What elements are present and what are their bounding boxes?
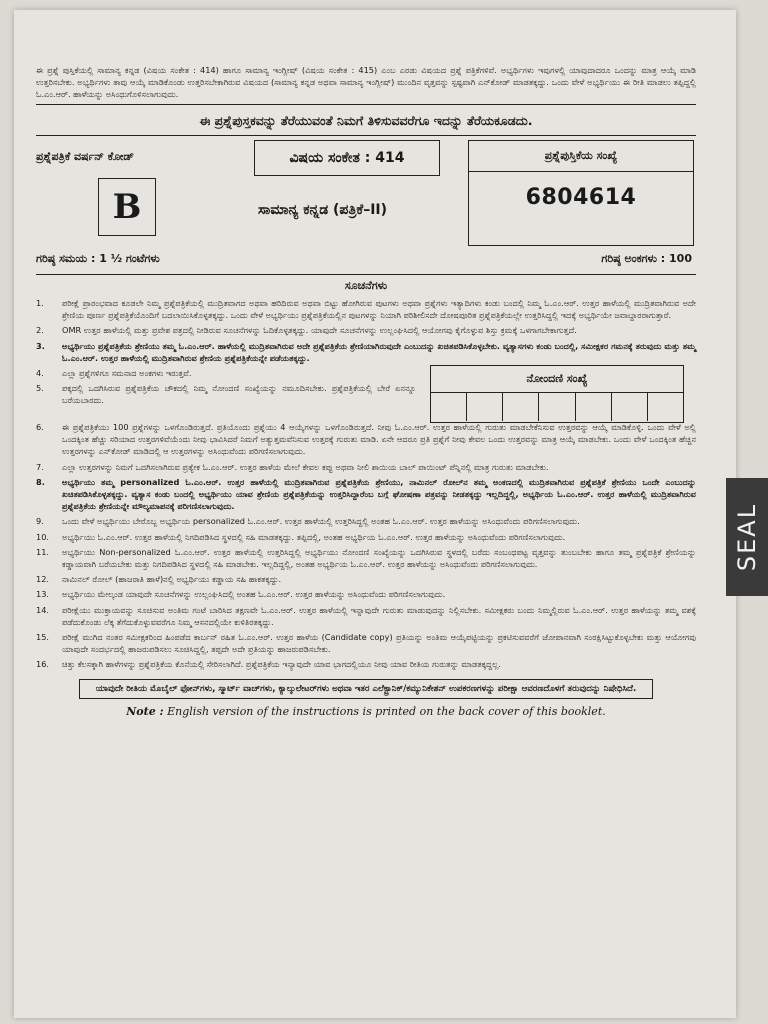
registration-number-cells[interactable] [431,393,683,421]
max-marks: ಗರಿಷ್ಠ ಅಂಕಗಳು : 100 [601,252,692,265]
instruction-item [36,588,696,600]
booklet-number-label: ಪ್ರಶ್ನೆಪುಸ್ತಿಕೆಯ ಸಂಖ್ಯೆ [469,141,693,172]
instruction-text: ಚಿತ್ತು ಕೆಲಸಕ್ಕಾಗಿ ಹಾಳೆಗಳನ್ನು ಪ್ರಶ್ನೆಪತ್ರಿಕೆಯ ಕೊನೆಯಲ್ಲಿ ಸೇರಿಸಲಾಗಿದೆ. ಪ್ರಶ್ನೆಪತ್ರಿಕೆಯ ಇನ್ಯಾವುದೇ ಯಾವ ಭಾಗದಲ್ಲಿಯೂ ನೀವು ಯಾವ ರೀತಿಯ ಗುರುತನ್ನು ಮಾಡತಕ್ಕದ್ದಲ್ಲ. [62,659,501,670]
top-note: ಈ ಪ್ರಶ್ನೆ ಪುಸ್ತಿಕೆಯಲ್ಲಿ ಸಾಮಾನ್ಯ ಕನ್ನಡ (ವಿಷಯ ಸಂಕೇತ : 414) ಹಾಗೂ ಸಾಮಾನ್ಯ ಇಂಗ್ಲೀಷ್ (ವಿಷಯ ಸಂಕೇತ : 415) ಎಂಬ ಎರಡು ವಿಷಯದ ಪ್ರಶ್ನೆ ಪತ್ರಿಕೆಗಳಿವೆ. ಅಭ್ಯರ್ಥಿಗಳು ಇವುಗಳಲ್ಲಿ ಯಾವುದಾದರೂ ಒಂದನ್ನು ಮಾತ್ರ ಆಯ್ಕೆ ಮಾಡಿ ಉತ್ತರಿಸಬೇಕು. ಅಭ್ಯರ್ಥಿಗಳು ತಾವು ಆಯ್ಕೆ ಮಾಡಿಕೊಂಡು ಉತ್ತರಿಸಬೇಕಾಗಿರುವ ವಿಷಯದ (ಸಾಮಾನ್ಯ ಕನ್ನಡ ಅಥವಾ ಸಾಮಾನ್ಯ ಇಂಗ್ಲೀಷ್) ಮುಂದಿನ ವೃತ್ತವನ್ನು ಸ್ಪಷ್ಟವಾಗಿ ಎನ್‌ಕೋಡ್ ಮಾಡತಕ್ಕದ್ದು. ಒಂದು ವೇಳೆ ಅಭ್ಯರ್ಥಿಯು ಈ ರೀತಿ ಮಾಡಲು ತಪ್ಪಿದ್ದಲ್ಲಿ ಓ.ಎಂ.ಆರ್. ಹಾಳೆಯನ್ನು ಅಸಿಂಧುಗೊಳಿಸಲಾಗುವುದು. [36,65,696,99]
instruction-item [36,476,696,513]
seal-tab [726,478,768,596]
instruction-text: ಒಂದು ವೇಳೆ ಅಭ್ಯರ್ಥಿಯು ಬೇರೊಬ್ಬ ಅಭ್ಯರ್ಥಿಯ personalized ಓ.ಎಂ.ಆರ್. ಉತ್ತರ ಹಾಳೆಯಲ್ಲಿ ಉತ್ತರಿಸಿದ್ದಲ್ಲಿ ಅಂತಹ ಓ.ಎಂ.ಆರ್. ಉತ್ತರ ಹಾಳೆಯನ್ನು ಅಸಿಂಧುವೆಂದು ಪರಿಗಣಿಸಲಾಗುವುದು. [62,516,580,527]
divider [36,274,696,275]
instruction-text: ಅಭ್ಯರ್ಥಿಯು ತಮ್ಮ personalized ಓ.ಎಂ.ಆರ್. ಉತ್ತರ ಹಾಳೆಯಲ್ಲಿ ಮುದ್ರಿತವಾಗಿರುವ ಪ್ರಶ್ನೆಪತ್ರಿಕೆಯ ಶ್ರೇಣಿಯು, ನಾಮಿನಲ್ ರೋಲ್‌ನ ತಮ್ಮ ಅಂಕಣದಲ್ಲಿ ಮುದ್ರಿತವಾಗಿರುವ ಪ್ರಶ್ನೆಪತ್ರಿಕೆ ಶ್ರೇಣಿಯು ಒಂದೇ ಎಂಬುದನ್ನು ಖಚಿತಪಡಿಸಿಕೊಳ್ಳತಕ್ಕದ್ದು. ವ್ಯತ್ಯಾಸ ಕಂಡು ಬಂದಲ್ಲಿ ಅಭ್ಯರ್ಥಿಯು ಯಾವ ಶ್ರೇಣಿಯ ಪ್ರಶ್ನೆಪತ್ರಿಕೆಯನ್ನು ಉತ್ತರಿಸಿದ್ದಾರೆಂಬ ಬಗ್ಗೆ ಘೋಷಣಾ ಪತ್ರವನ್ನು ನೀಡತಕ್ಕದ್ದು ಇಲ್ಲದಿದ್ದಲ್ಲಿ, ಅಭ್ಯರ್ಥಿಯ ಓ.ಎಂ.ಆರ್. ಉತ್ತರ ಹಾಳೆಯಲ್ಲಿ ಮುದ್ರಿತವಾಗಿರುವ ಪ್ರಶ್ನೆಪತ್ರಿಕೆಯ ಶ್ರೇಣಿಯನ್ನೇ ಮೌಲ್ಯಮಾಪನಕ್ಕೆ ಪರಿಗಣಿಸಲಾಗುವುದು. [62,476,696,512]
instruction-number: 5. [36,383,44,394]
version-code-label: ಪ್ರಶ್ನೆಪತ್ರಿಕೆ ವರ್ಷನ್ ಕೋಡ್ [36,150,134,163]
registration-digit-cell[interactable] [503,393,539,421]
max-time: ಗರಿಷ್ಠ ಸಮಯ : 1 ½ ಗಂಟೆಗಳು [36,252,160,265]
instruction-text: ಎಲ್ಲಾ ಉತ್ತರಗಳನ್ನು ನಿಮಗೆ ಒದಗಿಸಲಾಗಿರುವ ಪ್ರತ್ಯೇಕ ಓ.ಎಂ.ಆರ್. ಉತ್ತರ ಹಾಳೆಯ ಮೇಲೆ ಕೇವಲ ಕಪ್ಪು ಅಥವಾ ನೀಲಿ ಶಾಯಿಯ ಬಾಲ್ ಪಾಯಿಂಟ್ ಪೆನ್ನಿನಲ್ಲಿ ಮಾತ್ರ ಗುರುತು ಮಾಡಬೇಕು. [62,461,549,472]
instruction-number: 11. [36,546,50,557]
registration-number-box [430,365,684,423]
note-text: English version of the instructions is printed on the back cover of this booklet. [167,704,606,718]
registration-number-label: ನೋಂದಣಿ ಸಂಖ್ಯೆ [431,366,683,393]
instruction-number: 16. [36,659,50,670]
subject-name: ಸಾಮಾನ್ಯ ಕನ್ನಡ (ಪತ್ರಿಕೆ–II) [258,202,388,218]
registration-section [36,367,696,421]
instruction-number: 9. [36,516,44,527]
instruction-item [36,546,696,570]
electronic-devices-prohibited-notice: ಯಾವುದೇ ರೀತಿಯ ಮೊಬೈಲ್ ಫೋನ್‌ಗಳು, ಸ್ಮಾರ್ಟ್ ವಾಚ್‌ಗಳು, ಕ್ಯಾಲ್ಕುಲೇಟರ್‌ಗಳು ಅಥವಾ ಇತರ ಎಲೆಕ್ಟ್ರಾನಿಕ್/ಕಮ್ಯುನಿಕೇಶನ್ ಉಪಕರಣಗಳನ್ನು ಪರೀಕ್ಷಾ ಆವರಣದೊಳಗೆ ತರುವುದನ್ನು ನಿಷೇಧಿಸಿದೆ. [79,679,653,699]
registration-digit-cell[interactable] [431,393,467,421]
instruction-number: 1. [36,298,44,308]
instruction-item [36,421,696,458]
instruction-text: ಅಭ್ಯರ್ಥಿಯು ಮೇಲ್ಕಂಡ ಯಾವುದೇ ಸೂಚನೆಗಳನ್ನು ಉಲ್ಲಂಘಿಸಿದಲ್ಲಿ ಅಂತಹ ಓ.ಎಂ.ಆರ್. ಉತ್ತರ ಹಾಳೆಯನ್ನು ಅಸಿಂಧುವೆಂದು ಪರಿಗಣಿಸಲಾಗುವುದು. [62,589,446,600]
instruction-number: 2. [36,325,44,336]
instruction-number: 7. [36,461,44,472]
registration-digit-cell[interactable] [539,393,575,421]
exam-booklet-cover [14,10,736,1018]
instructions-list [36,421,696,671]
instruction-number: 6. [36,422,44,433]
booklet-number: 6804614 [525,185,637,210]
note-label: Note : [126,704,164,718]
registration-digit-cell[interactable] [648,393,683,421]
instruction-number: 15. [36,632,50,643]
instruction-number: 12. [36,574,50,585]
instruction-item [36,324,696,336]
instruction-item [36,573,696,585]
seal-label: SEAL [733,502,761,572]
instruction-text: ಅಭ್ಯರ್ಥಿಯು Non-personalized ಓ.ಎಂ.ಆರ್. ಉತ್ತರ ಹಾಳೆಯಲ್ಲಿ ಉತ್ತರಿಸಿದ್ದಲ್ಲಿ ಅಭ್ಯರ್ಥಿಯು ನೋಂದಣಿ ಸಂಖ್ಯೆಯನ್ನು ಒದಗಿಸಿರುವ ಸ್ಥಳದಲ್ಲಿ ಬರೆದು ಸಂಬಂಧಪಟ್ಟ ವೃತ್ತವನ್ನು ತುಂಬಬೇಕು ಹಾಗೂ ತಮ್ಮ ಪ್ರಶ್ನೆಪತ್ರಿಕೆ ಶ್ರೇಣಿಯನ್ನು ಕಡ್ಡಾಯವಾಗಿ ಬರೆಯಬೇಕು ಮತ್ತು ನಿಗದಿಪಡಿಸಿದ ಸ್ಥಳದಲ್ಲಿ ಸಹಿ ಮಾಡಬೇಕು. ಇಲ್ಲದಿದ್ದಲ್ಲಿ, ಅಂತಹ ಅಭ್ಯರ್ಥಿಯ ಓ.ಎಂ.ಆರ್. ಉತ್ತರ ಹಾಳೆಯನ್ನು ಅಸಿಂಧುವೆಂದು ಪರಿಗಣಿಸಲಾಗುವುದು. [62,546,696,570]
instruction-item [36,297,696,321]
registration-digit-cell[interactable] [467,393,503,421]
instruction-item [36,382,416,406]
instruction-text: ಪಕ್ಕದಲ್ಲಿ ಒದಗಿಸಿರುವ ಪ್ರಶ್ನೆಪತ್ರಿಕೆಯ ಚೌಕದಲ್ಲಿ ನಿಮ್ಮ ನೋಂದಣಿ ಸಂಖ್ಯೆಯನ್ನು ನಮೂದಿಸಬೇಕು. ಪ್ರಶ್ನೆಪತ್ರಿಕೆಯಲ್ಲಿ ಬೇರೆ ಏನನ್ನೂ ಬರೆಯಬಾರದು. [62,383,416,406]
instruction-text: OMR ಉತ್ತರ ಹಾಳೆಯಲ್ಲಿ ಮತ್ತು ಪ್ರವೇಶ ಪತ್ರದಲ್ಲಿ ನೀಡಿರುವ ಸೂಚನೆಗಳನ್ನು ಓದಿಕೊಳ್ಳತಕ್ಕದ್ದು. ಯಾವುದೇ ಸೂಚನೆಗಳನ್ನು ಉಲ್ಲಂಘಿಸಿದಲ್ಲಿ ಆಯೋಗವು ಕೈಗೊಳ್ಳುವ ಶಿಸ್ತು ಕ್ರಮಕ್ಕೆ ಒಳಗಾಗಬೇಕಾಗುತ್ತದೆ. [62,325,577,336]
instruction-number: 10. [36,531,50,542]
instruction-text: ಅಭ್ಯರ್ಥಿಯು ಓ.ಎಂ.ಆರ್. ಉತ್ತರ ಹಾಳೆಯಲ್ಲಿ ನಿಗದಿಪಡಿಸಿದ ಸ್ಥಳದಲ್ಲಿ ಸಹಿ ಮಾಡತಕ್ಕದ್ದು. ತಪ್ಪಿದಲ್ಲಿ, ಅಂತಹ ಅಭ್ಯರ್ಥಿಯ ಓ.ಎಂ.ಆರ್. ಉತ್ತರ ಹಾಳೆಯನ್ನು ಅಸಿಂಧುವೆಂದು ಪರಿಗಣಿಸಲಾಗುವುದು. [62,531,566,542]
do-not-open-warning: ಈ ಪ್ರಶ್ನೆಪುಸ್ತಕವನ್ನು ತೆರೆಯುವಂತೆ ನಿಮಗೆ ತಿಳಿಸುವವರೆಗೂ ಇದನ್ನು ತೆರೆಯಕೂಡದು. [199,113,533,128]
time-marks-row [36,250,696,270]
divider [36,104,696,105]
instruction-text: ಪರೀಕ್ಷೆ ಮುಗಿದ ನಂತರ ಸಮೀಕ್ಷಕರಿಂದ ಹಿಂಪಡೆದ ಕಾರ್ಬನ್ ರಹಿತ ಓ.ಎಂ.ಆರ್. ಉತ್ತರ ಹಾಳೆಯ (Candidate copy) ಪ್ರತಿಯನ್ನು ಅಂತಿಮ ಆಯ್ಕೆಪಟ್ಟಿಯನ್ನು ಪ್ರಕಟಿಸುವವರೆಗೆ ಜೋಪಾನವಾಗಿ ಸಂರಕ್ಷಿಸಿಟ್ಟುಕೊಳ್ಳಬೇಕು ಮತ್ತು ಆಯೋಗವು ಯಾವುದೇ ಸಂದರ್ಭದಲ್ಲಿ ಹಾಜರುಪಡಿಸಲು ಸೂಚಿಸಿದ್ದಲ್ಲಿ, ತಪ್ಪದೇ ಅದೇ ಪ್ರತಿಯನ್ನು ಹಾಜರುಪಡಿಸಬೇಕು. [62,632,696,655]
subject-code-box: ವಿಷಯ ಸಂಕೇತ : 414 [254,140,440,176]
booklet-info [36,140,696,250]
registration-digit-cell[interactable] [612,393,648,421]
booklet-number-box [468,140,694,246]
instruction-text: ಅಭ್ಯರ್ಥಿಯು ಪ್ರಶ್ನೆಪತ್ರಿಕೆಯ ಶ್ರೇಣಿಯು ತಮ್ಮ ಓ.ಎಂ.ಆರ್. ಹಾಳೆಯಲ್ಲಿ ಮುದ್ರಿತವಾಗಿರುವ ಅದೇ ಪ್ರಶ್ನೆಪತ್ರಿಕೆಯ ಶ್ರೇಣಿಯಾಗಿರುವುದೇ ಎಂಬುದನ್ನು ಖಚಿತಪಡಿಸಿಕೊಳ್ಳಬೇಕು. ವ್ಯತ್ಯಾಸಗಳು ಕಂಡು ಬಂದಲ್ಲಿ, ಸಮೀಕ್ಷಕರ ಗಮನಕ್ಕೆ ತರುವುದು ಮತ್ತು ತಮ್ಮ ಓ.ಎಂ.ಆರ್. ಉತ್ತರ ಹಾಳೆಯಲ್ಲಿ ಮುದ್ರಿತವಾಗಿರುವ ಶ್ರೇಣಿಯ ಪ್ರಶ್ನೆಪತ್ರಿಕೆಯನ್ನೇ ಪಡೆಯತಕ್ಕದ್ದು. [62,340,696,363]
instruction-item [36,340,696,364]
instruction-number: 14. [36,604,50,615]
instructions-heading: ಸೂಚನೆಗಳು [344,279,388,292]
cover-content [36,64,696,718]
instruction-item [36,367,416,379]
instruction-item [36,461,696,473]
instruction-number: 4. [36,368,44,379]
divider [36,135,696,136]
instruction-text: ಈ ಪ್ರಶ್ನೆಪತ್ರಿಕೆಯು 100 ಪ್ರಶ್ನೆಗಳನ್ನು ಒಳಗೊಂಡಿರುತ್ತದೆ. ಪ್ರತಿಯೊಂದು ಪ್ರಶ್ನೆಯು 4 ಆಯ್ಕೆಗಳನ್ನು ಒಳಗೊಂಡಿರುತ್ತದೆ. ನೀವು ಓ.ಎಂ.ಆರ್. ಉತ್ತರ ಹಾಳೆಯಲ್ಲಿ ಗುರುತು ಮಾಡಬೇಕೆನಿಸುವ ಉತ್ತರವನ್ನು ಆಯ್ಕೆ ಮಾಡಿಕೊಳ್ಳಿ. ಒಂದು ವೇಳೆ ಅಲ್ಲಿ ಒಂದಕ್ಕಿಂತ ಹೆಚ್ಚು ಸರಿಯಾದ ಉತ್ತರಗಳಿವೆಯೆಂದು ನೀವು ಭಾವಿಸಿದರೆ ನಿಮಗೆ ಅತ್ಯುತ್ತಮವೆನಿಸುವ ಉತ್ತರಕ್ಕೆ ಗುರುತು ಮಾಡಿ. ಏನೇ ಆದರೂ ಪ್ರತಿ ಪ್ರಶ್ನೆಗೆ ನೀವು ಕೇವಲ ಒಂದು ಉತ್ತರವನ್ನು ಮಾತ್ರ ಆಯ್ಕೆ ಮಾಡಬೇಕು. ಒಂದು ವೇಳೆ ಒಂದಕ್ಕಿಂತ ಹೆಚ್ಚಿನ ಉತ್ತರಗಳನ್ನು ಎನ್‌ಕೋಡ್ ಮಾಡಿದಲ್ಲಿ ಆ ಉತ್ತರಗಳನ್ನು ಅಸಿಂಧುವೆಂದು ಪರಿಗಣಿಸಲಾಗುವುದು. [62,422,696,457]
instruction-number: 8. [36,476,45,487]
instruction-text: ಪರೀಕ್ಷೆ ಪ್ರಾರಂಭವಾದ ಕೂಡಲೇ ನಿಮ್ಮ ಪ್ರಶ್ನೆಪತ್ರಿಕೆಯಲ್ಲಿ ಮುದ್ರಿತವಾಗದ ಅಥವಾ ಹರಿದಿರುವ ಅಥವಾ ಬಿಟ್ಟು ಹೋಗಿರುವ ಪುಟಗಳು ಅಥವಾ ಪ್ರಶ್ನೆಗಳು ಇತ್ಯಾದಿಗಳು ಕಂಡು ಬಂದಲ್ಲಿ ನಿಮ್ಮ ಓ.ಎಂ.ಆರ್. ಉತ್ತರ ಹಾಳೆಯಲ್ಲಿ ಮುದ್ರಿತವಾಗಿರುವ ಅದೇ ಶ್ರೇಣಿಯ ಪೂರ್ಣ ಪ್ರಶ್ನೆಪತ್ರಿಕೆಯೊಂದಿಗೆ ಬದಲಾಯಿಸಿಕೊಳ್ಳತಕ್ಕದ್ದು. ಒಂದು ವೇಳೆ ಅಭ್ಯರ್ಥಿಯು ಪ್ರಶ್ನೆಪತ್ರಿಕೆಯಲ್ಲಿನ ಪುಟಗಳನ್ನು ನಿಯಾಗಿ ಪರಿಶೀಲಿಸದೇ ದೋಷಪೂರಿತ ಪ್ರಶ್ನೆಪತ್ರಿಕೆಯಲ್ಲೇ ಉತ್ತರಿಸಿದ್ದಲ್ಲಿ ಇದಕ್ಕೆ ಅಭ್ಯರ್ಥಿಯೇ ಜವಾಬ್ದಾರರಾಗುತ್ತಾರೆ. [62,298,696,321]
instructions-list [36,367,416,410]
instruction-item [36,515,696,527]
instruction-number: 13. [36,589,50,600]
instruction-text: ಎಲ್ಲಾ ಪ್ರಶ್ನೆಗಳಿಗೂ ಸಮನಾದ ಅಂಕಗಳು ಇರುತ್ತವೆ. [62,368,192,379]
instructions-list [36,297,696,364]
version-code-box: B [98,178,156,236]
instruction-item [36,658,696,670]
instruction-item [36,631,696,655]
instruction-text: ನಾಮಿನಲ್ ರೋಲ್ (ಹಾಜರಾತಿ ಹಾಳೆ)ನಲ್ಲಿ ಅಭ್ಯರ್ಥಿಯು ಕಡ್ಡಾಯ ಸಹಿ ಹಾಕತಕ್ಕದ್ದು. [62,574,282,585]
english-version-note [36,705,696,718]
instruction-item [36,604,696,628]
instruction-text: ಪರೀಕ್ಷೆಯು ಮುಕ್ತಾಯವನ್ನು ಸೂಚಿಸುವ ಅಂತಿಮ ಗಂಟೆ ಬಾರಿಸಿದ ತಕ್ಷಣವೇ ಓ.ಎಂ.ಆರ್. ಉತ್ತರ ಹಾಳೆಯಲ್ಲಿ ಇನ್ನಾವುದೇ ಗುರುತು ಮಾಡುವುದನ್ನು ನಿಲ್ಲಿಸಬೇಕು. ಸಮೀಕ್ಷಕರು ಬಂದು ನಿಮ್ಮಲ್ಲಿರುವ ಓ.ಎಂ.ಆರ್. ಉತ್ತರ ಹಾಳೆಯನ್ನು ತಮ್ಮ ವಶಕ್ಕೆ ಪಡೆದುಕೊಂಡು ಲೆಕ್ಕ ತೆಗೆದುಕೊಳ್ಳುವವರೆಗೂ ನಿಮ್ಮ ಆಸನದಲ್ಲಿಯೇ ಕುಳಿತಿರತಕ್ಕದ್ದು. [62,604,696,627]
registration-digit-cell[interactable] [576,393,612,421]
instruction-number: 3. [36,340,45,351]
instruction-item [36,531,696,543]
